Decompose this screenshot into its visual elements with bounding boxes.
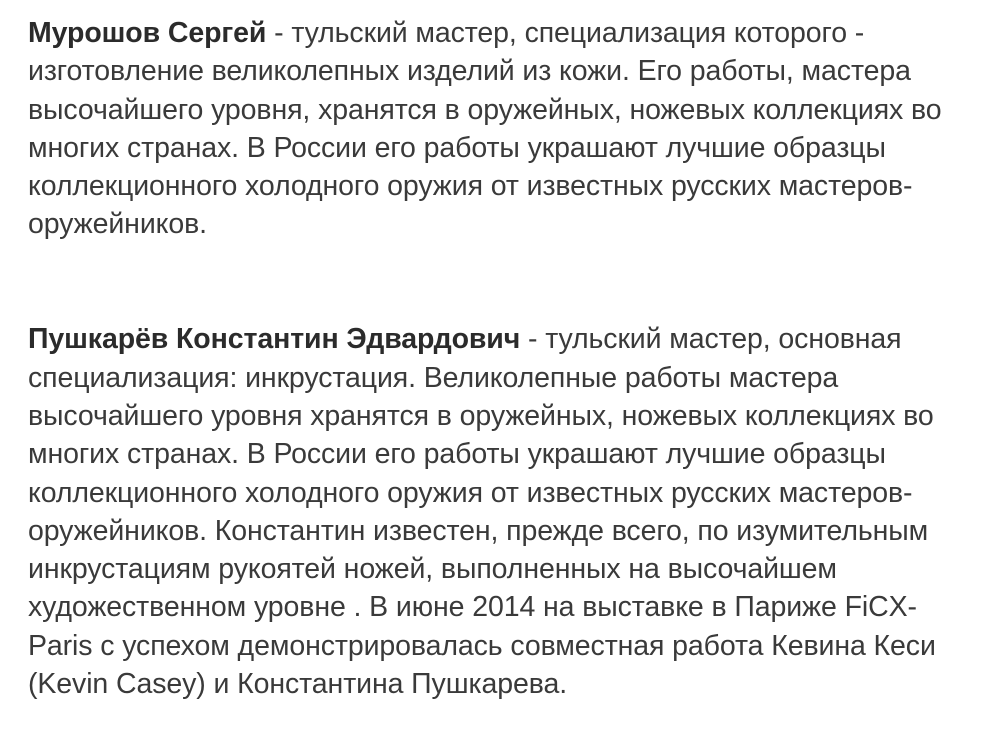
person-name: Мурошов Сергей bbox=[28, 17, 267, 49]
person-description: - тульский мастер, основная специализация: инкрустация. Великолепные работы мастера высочайшего уровня хранятся в оружейных, ножевых коллекциях во многих странах. В России его работы украшают лучшие образцы коллекционного холодного оружия от известных русских мастеров-оружейников. Константин известен, прежде всего, по изумительным инкрустациям рукоятей ножей, выполненных на высочайшем художественном уровне . В июне 2014 на выставке в Париже FiCX-Paris с успехом демонстрировалась совместная работа Кевина Кеси (Kevin Casey) и Константина Пушкарева. bbox=[28, 323, 936, 701]
paragraph-murashov bbox=[28, 14, 978, 244]
person-name: Пушкарёв Константин Эдвардович bbox=[28, 323, 521, 356]
paragraph-pushkarev bbox=[28, 320, 978, 703]
document-body bbox=[28, 14, 978, 703]
person-description: - тульский мастер, специализация которого - изготовление великолепных изделий из кожи. Его работы, мастера высочайшего уровня, хранятся в оружейных, ножевых коллекциях во многих странах. В России его работы украшают лучшие образцы коллекционного холодного оружия от известных русских мастеров-оружейников. bbox=[28, 17, 942, 241]
